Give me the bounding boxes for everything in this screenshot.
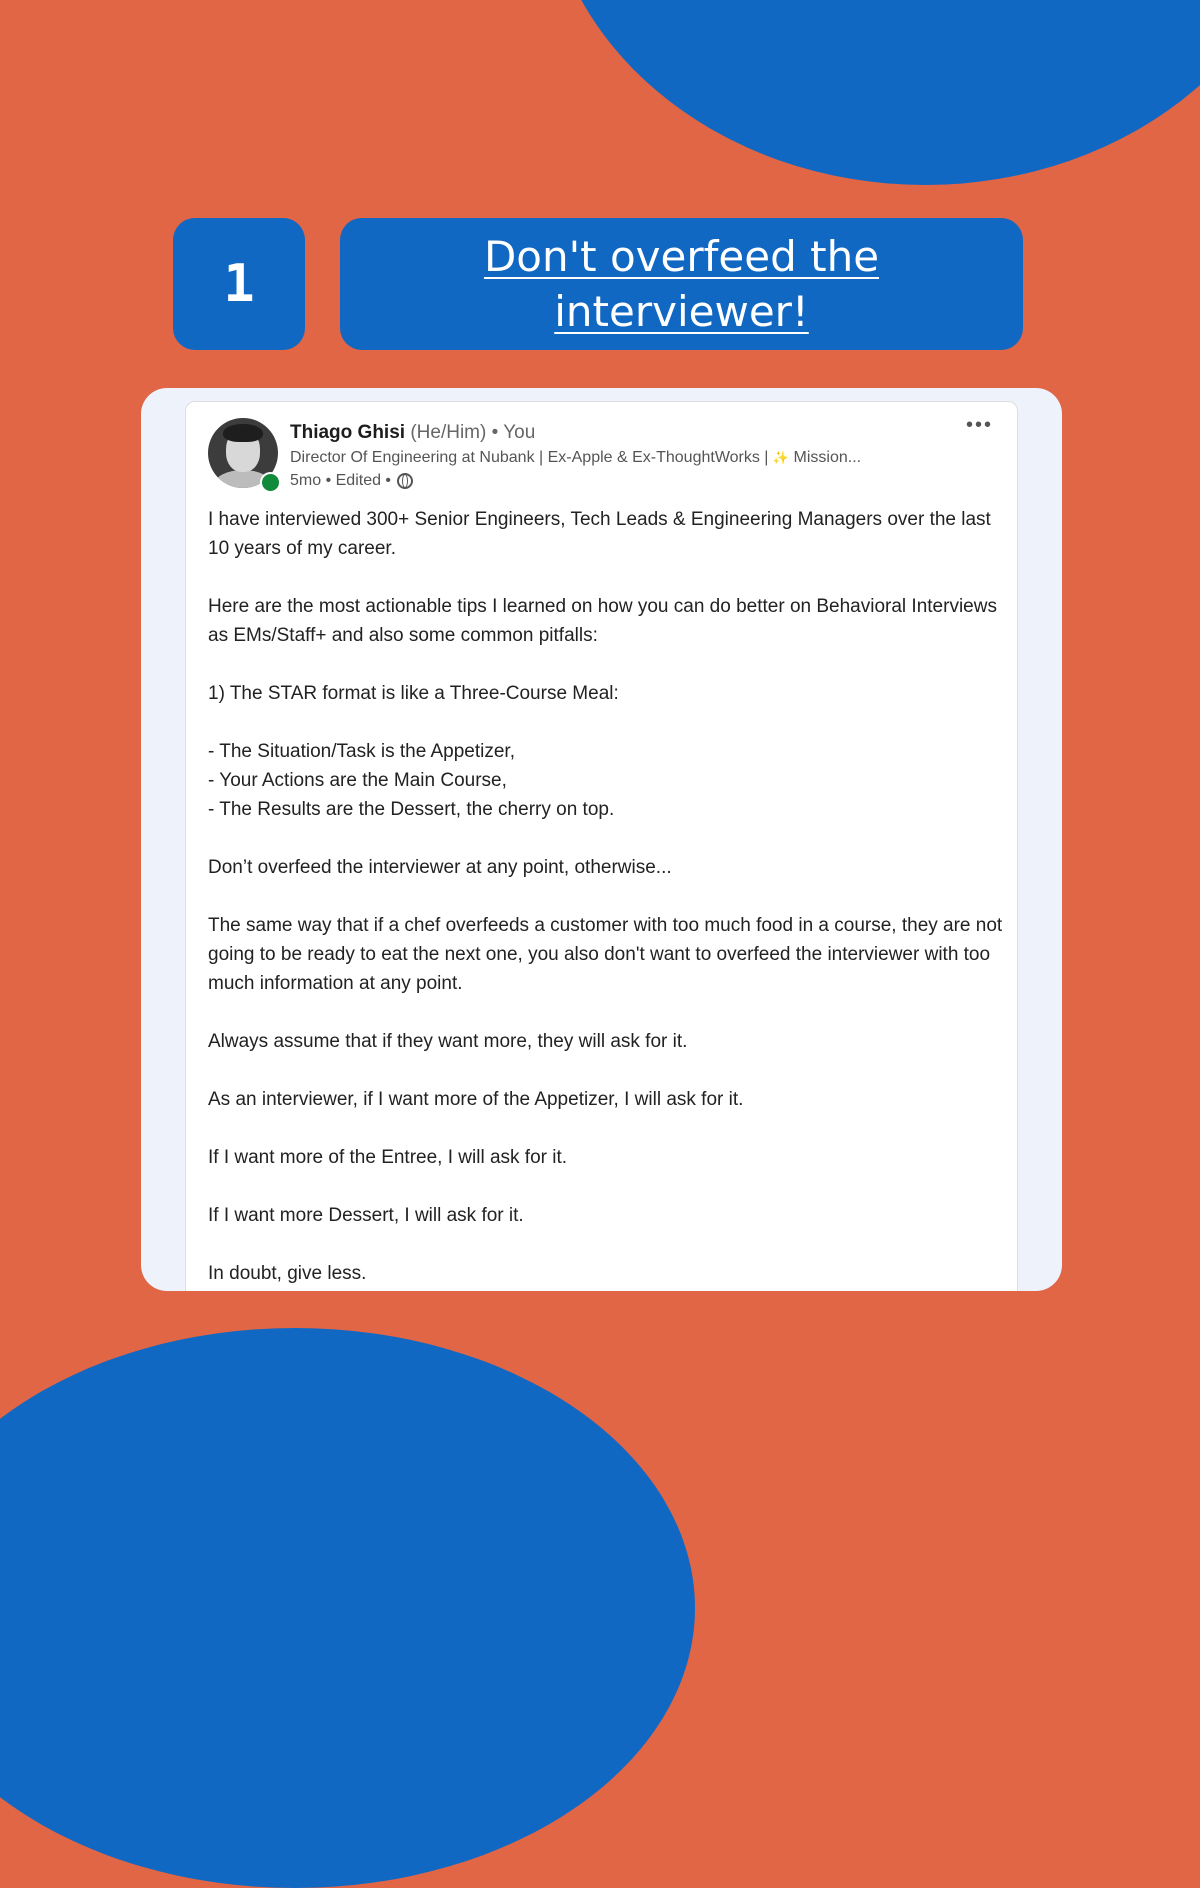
post-paragraph: The same way that if a chef overfeeds a customer with too much food in a course, they are not going to be ready to eat the next one, you also don't want to overfeed the interviewer with too much information at any point. <box>208 915 1003 994</box>
connection-degree: • You <box>491 422 536 443</box>
slide-number-badge: 1 <box>173 218 305 350</box>
post-paragraph: In doubt, give less. <box>208 1263 367 1284</box>
post-paragraph: - Your Actions are the Main Course, <box>208 770 507 791</box>
post-paragraph <box>208 1172 1003 1201</box>
post-paragraph: 1) The STAR format is like a Three-Course Meal: <box>208 683 619 704</box>
post-paragraph: I have interviewed 300+ Senior Engineers, Tech Leads & Engineering Managers over the last 10 years of my career. <box>208 509 991 559</box>
online-status-icon <box>260 472 281 493</box>
author-line <box>290 422 535 444</box>
post-paragraph <box>208 708 1003 737</box>
slide-title-box <box>340 218 1023 350</box>
headline-text-end: Mission... <box>793 449 862 466</box>
author-pronouns: (He/Him) <box>410 422 487 443</box>
post-meta <box>290 472 413 490</box>
globe-icon <box>397 473 413 489</box>
post-paragraph <box>208 650 1003 679</box>
post-paragraph <box>208 998 1003 1027</box>
post-paragraph: As an interviewer, if I want more of the Appetizer, I will ask for it. <box>208 1089 744 1110</box>
post-paragraph: - The Results are the Dessert, the cherry on top. <box>208 799 615 820</box>
post-paragraph: Don’t overfeed the interviewer at any point, otherwise... <box>208 857 672 878</box>
post-paragraph <box>208 824 1003 853</box>
decorative-blob-bottom <box>0 1328 695 1888</box>
post-paragraph: - The Situation/Task is the Appetizer, <box>208 741 515 762</box>
post-paragraph: Here are the most actionable tips I learned on how you can do better on Behavioral Interviews as EMs/Staff+ and also some common pitfalls: <box>208 596 997 646</box>
post-paragraph <box>208 1230 1003 1259</box>
author-headline <box>290 449 861 467</box>
more-options-icon[interactable]: ••• <box>965 414 993 436</box>
post-time: 5mo • Edited • <box>290 472 392 489</box>
post-paragraph <box>208 563 1003 592</box>
post-paragraph: Always assume that if they want more, they will ask for it. <box>208 1031 688 1052</box>
headline-text: Director Of Engineering at Nubank | Ex-Apple & Ex-ThoughtWorks | <box>290 449 769 466</box>
slide-title[interactable]: Don't overfeed the interviewer! <box>483 232 880 336</box>
post-paragraph <box>208 882 1003 911</box>
sparkle-emoji-icon: ✨ <box>772 450 790 465</box>
post-paragraph <box>208 1114 1003 1143</box>
linkedin-post <box>185 401 1018 1291</box>
screenshot-card <box>141 388 1062 1291</box>
decorative-blob-top <box>545 0 1200 185</box>
post-paragraph: If I want more of the Entree, I will ask for it. <box>208 1147 568 1168</box>
post-body <box>208 505 1003 1288</box>
author-name[interactable]: Thiago Ghisi <box>290 422 406 443</box>
post-paragraph <box>208 1056 1003 1085</box>
post-paragraph: If I want more Dessert, I will ask for it. <box>208 1205 524 1226</box>
